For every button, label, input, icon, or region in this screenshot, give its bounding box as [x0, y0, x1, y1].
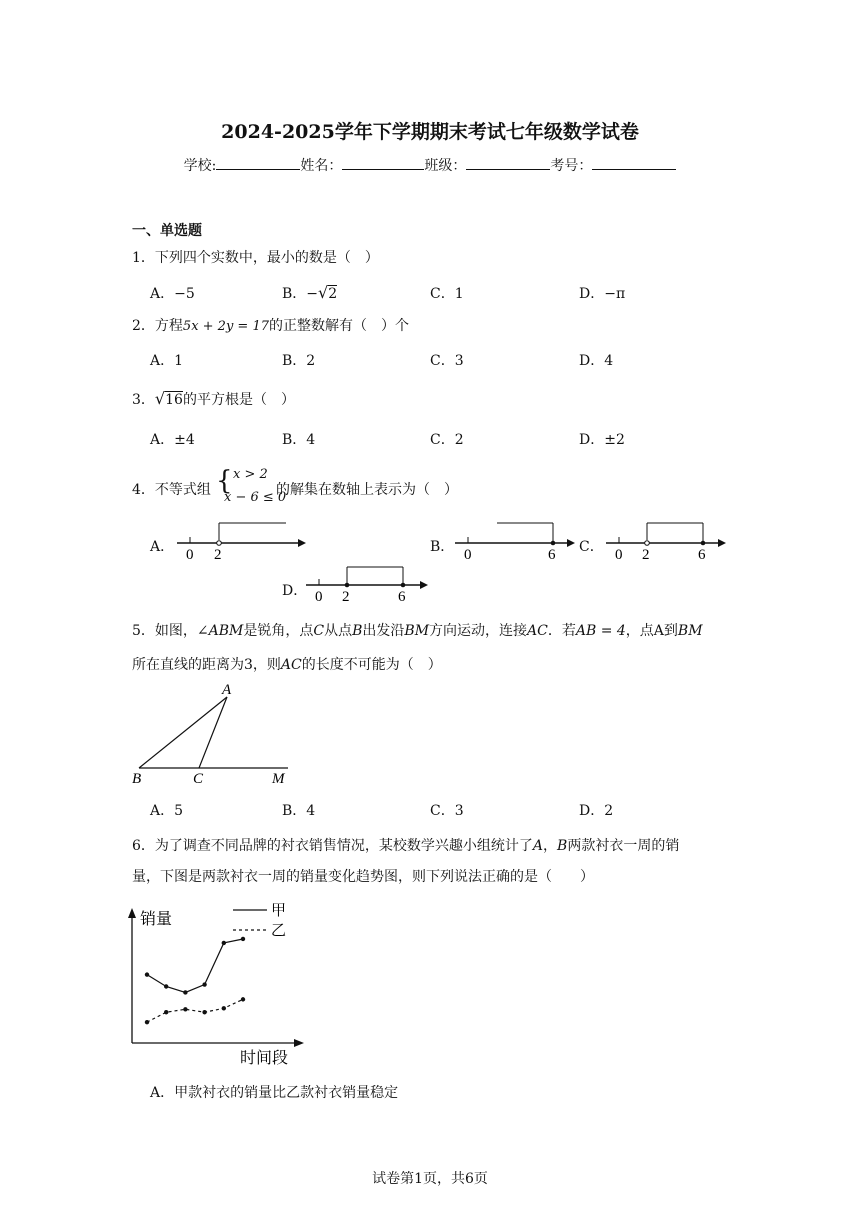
q5-point-b: B: [352, 623, 363, 639]
q5-option-b: B．4: [282, 803, 316, 819]
section-title: 一、单选题: [132, 223, 202, 239]
data-point-jia-5: [222, 941, 226, 945]
q3-option-b: B．4: [282, 432, 316, 448]
q4-d-label-6: 6: [398, 589, 406, 605]
q5-option-d: D．2: [579, 803, 614, 819]
class-label: 班级：: [424, 158, 467, 174]
name-label: 姓名：: [300, 158, 343, 174]
q4-inequality-2: x − 6 ≤ 0: [224, 490, 287, 505]
q5-label-c: C: [193, 771, 204, 787]
q2-option-b: B．2: [282, 353, 316, 369]
q3-option-c: C．2: [430, 432, 464, 448]
q4-a-label-2: 2: [214, 547, 222, 563]
exam-title: 2024-2025学年下学期期末考试七年级数学试卷: [221, 121, 639, 143]
q6-line1-c: 两款衬衣一周的销: [567, 838, 680, 854]
q1-option-c: C．1: [430, 286, 464, 302]
data-point-jia-3: [183, 990, 187, 994]
q4-c-label-6: 6: [698, 547, 706, 563]
q5-option-c: C．3: [430, 803, 464, 819]
sales-trend-chart: [120, 900, 320, 1070]
q6-line-2: 量，下图是两款衬衣一周的销量变化趋势图，则下列说法正确的是（ ）: [132, 869, 594, 885]
q2-option-a: A．1: [150, 353, 184, 369]
q5-label-m: M: [272, 771, 285, 787]
q4-b-label-6: 6: [548, 547, 556, 563]
data-point-yi-5: [222, 1006, 226, 1010]
q2-stem-a: 2．方程: [132, 318, 183, 334]
q4-c-label-2: 2: [642, 547, 650, 563]
q6-brand-a: A: [532, 838, 544, 854]
q5-point-c: C: [313, 623, 325, 639]
q5-line-2: [132, 654, 442, 674]
q5-line-1: [132, 620, 703, 640]
q6-option-a: A．甲款衬衣的销量比乙款衬衣销量稳定: [150, 1085, 399, 1101]
data-point-jia-2: [164, 984, 168, 988]
q5-line1-d: 出发沿: [362, 623, 405, 639]
data-point-yi-1: [145, 1020, 149, 1024]
exam-no-label: 考号：: [550, 158, 593, 174]
data-point-yi-6: [241, 997, 245, 1001]
series-line-yi: [147, 999, 243, 1022]
data-point-jia-1: [145, 972, 149, 976]
q2-option-d: D．4: [579, 353, 614, 369]
q4-numberline-a: [177, 523, 306, 563]
q1-option-b-radicand: 2: [328, 286, 338, 302]
q5-line2-b: 的长度不可能为（ ）: [301, 657, 442, 673]
q5-line1-g: ，点A到: [625, 623, 678, 639]
q3-stem: 3．√16的平方根是（ ）: [132, 389, 295, 408]
x-axis-label: 时间段: [240, 1050, 289, 1067]
legend-label-jia: 甲: [271, 903, 287, 919]
q5-figure: [132, 682, 288, 787]
q6-line-1: [132, 835, 679, 855]
q4-brace: {: [216, 466, 233, 496]
q4-option-b-label: B．: [430, 539, 455, 555]
q4-inequality-1: x > 2: [233, 467, 268, 482]
q5-line1-b: 是锐角，点: [243, 623, 314, 639]
y-axis-label: 销量: [140, 911, 173, 928]
legend-label-yi: 乙: [271, 923, 287, 939]
y-axis-arrow: [128, 908, 136, 918]
q4-stem-b: 的解集在数轴上表示为（ ）: [276, 482, 458, 498]
q4-option-c-label: C．: [579, 539, 604, 555]
q5-line1-f: ．若: [547, 623, 576, 639]
q5-ab-eq: AB = 4: [575, 623, 626, 639]
q5-label-a: A: [222, 682, 232, 698]
q5-angle: ∠ABM: [196, 623, 244, 639]
q1-option-a: A．−5: [150, 286, 195, 302]
q5-ac2: AC: [280, 657, 302, 673]
q2-option-c: C．3: [430, 353, 464, 369]
q4-b-label-0: 0: [464, 547, 472, 563]
q4-numberline-c: [606, 523, 726, 563]
q5-line1-a: 5．如图，: [132, 623, 197, 639]
q3-stem-suffix: 的平方根是（ ）: [182, 392, 295, 408]
q3-stem-prefix: 3．: [132, 392, 155, 408]
data-point-yi-2: [164, 1010, 168, 1014]
data-point-jia-4: [202, 982, 206, 986]
q4-option-a-label: A．: [150, 539, 175, 555]
q6-brand-b: B: [557, 838, 568, 854]
q5-ray-bm: BM: [404, 623, 430, 639]
q5-line1-e: 方向运动，连接: [429, 623, 528, 639]
q1-option-b-prefix: B．−: [282, 286, 319, 302]
data-point-yi-3: [183, 1007, 187, 1011]
q4-option-d-label: D．: [282, 583, 308, 599]
q4-numberline-b: [455, 523, 575, 563]
q5-line2-a: 所在直线的距离为3，则: [132, 657, 281, 673]
q5-label-b: B: [132, 771, 142, 787]
q4-d-label-2: 2: [342, 589, 350, 605]
q2-stem-b: 的正整数解有（ ）个: [269, 318, 409, 334]
q4-stem-a: 4．不等式组: [132, 482, 211, 498]
q1-option-d: D．−π: [579, 286, 626, 302]
q5-option-a: A．5: [150, 803, 184, 819]
q5-line1-c: 从点: [324, 623, 353, 639]
q4-c-label-0: 0: [615, 547, 623, 563]
series-line-jia: [147, 939, 243, 992]
x-axis-arrow: [294, 1039, 304, 1047]
school-label: 学校:: [183, 158, 217, 174]
q4-a-label-0: 0: [186, 547, 194, 563]
q6-line1-a: 6．为了调查不同品牌的衬衣销售情况，某校数学兴趣小组统计了: [132, 838, 533, 854]
q3-radicand: 16: [165, 392, 183, 408]
q4-d-label-0: 0: [315, 589, 323, 605]
q5-bm2: BM: [677, 623, 703, 639]
q6-line1-b: ，: [543, 838, 558, 854]
q5-seg-ac: AC: [527, 623, 548, 639]
data-point-yi-4: [202, 1010, 206, 1014]
q3-option-a: A．±4: [150, 432, 195, 448]
q1-stem: 1．下列四个实数中，最小的数是（ ）: [132, 250, 379, 266]
q1-option-b: B．−√2: [282, 283, 338, 302]
data-point-jia-6: [241, 937, 245, 941]
q2-equation: 5x + 2y = 17: [182, 319, 269, 334]
page-footer: 试卷第1页，共6页: [372, 1171, 488, 1187]
q4-numberline-d: [306, 567, 428, 605]
q3-option-d: D．±2: [579, 432, 625, 448]
